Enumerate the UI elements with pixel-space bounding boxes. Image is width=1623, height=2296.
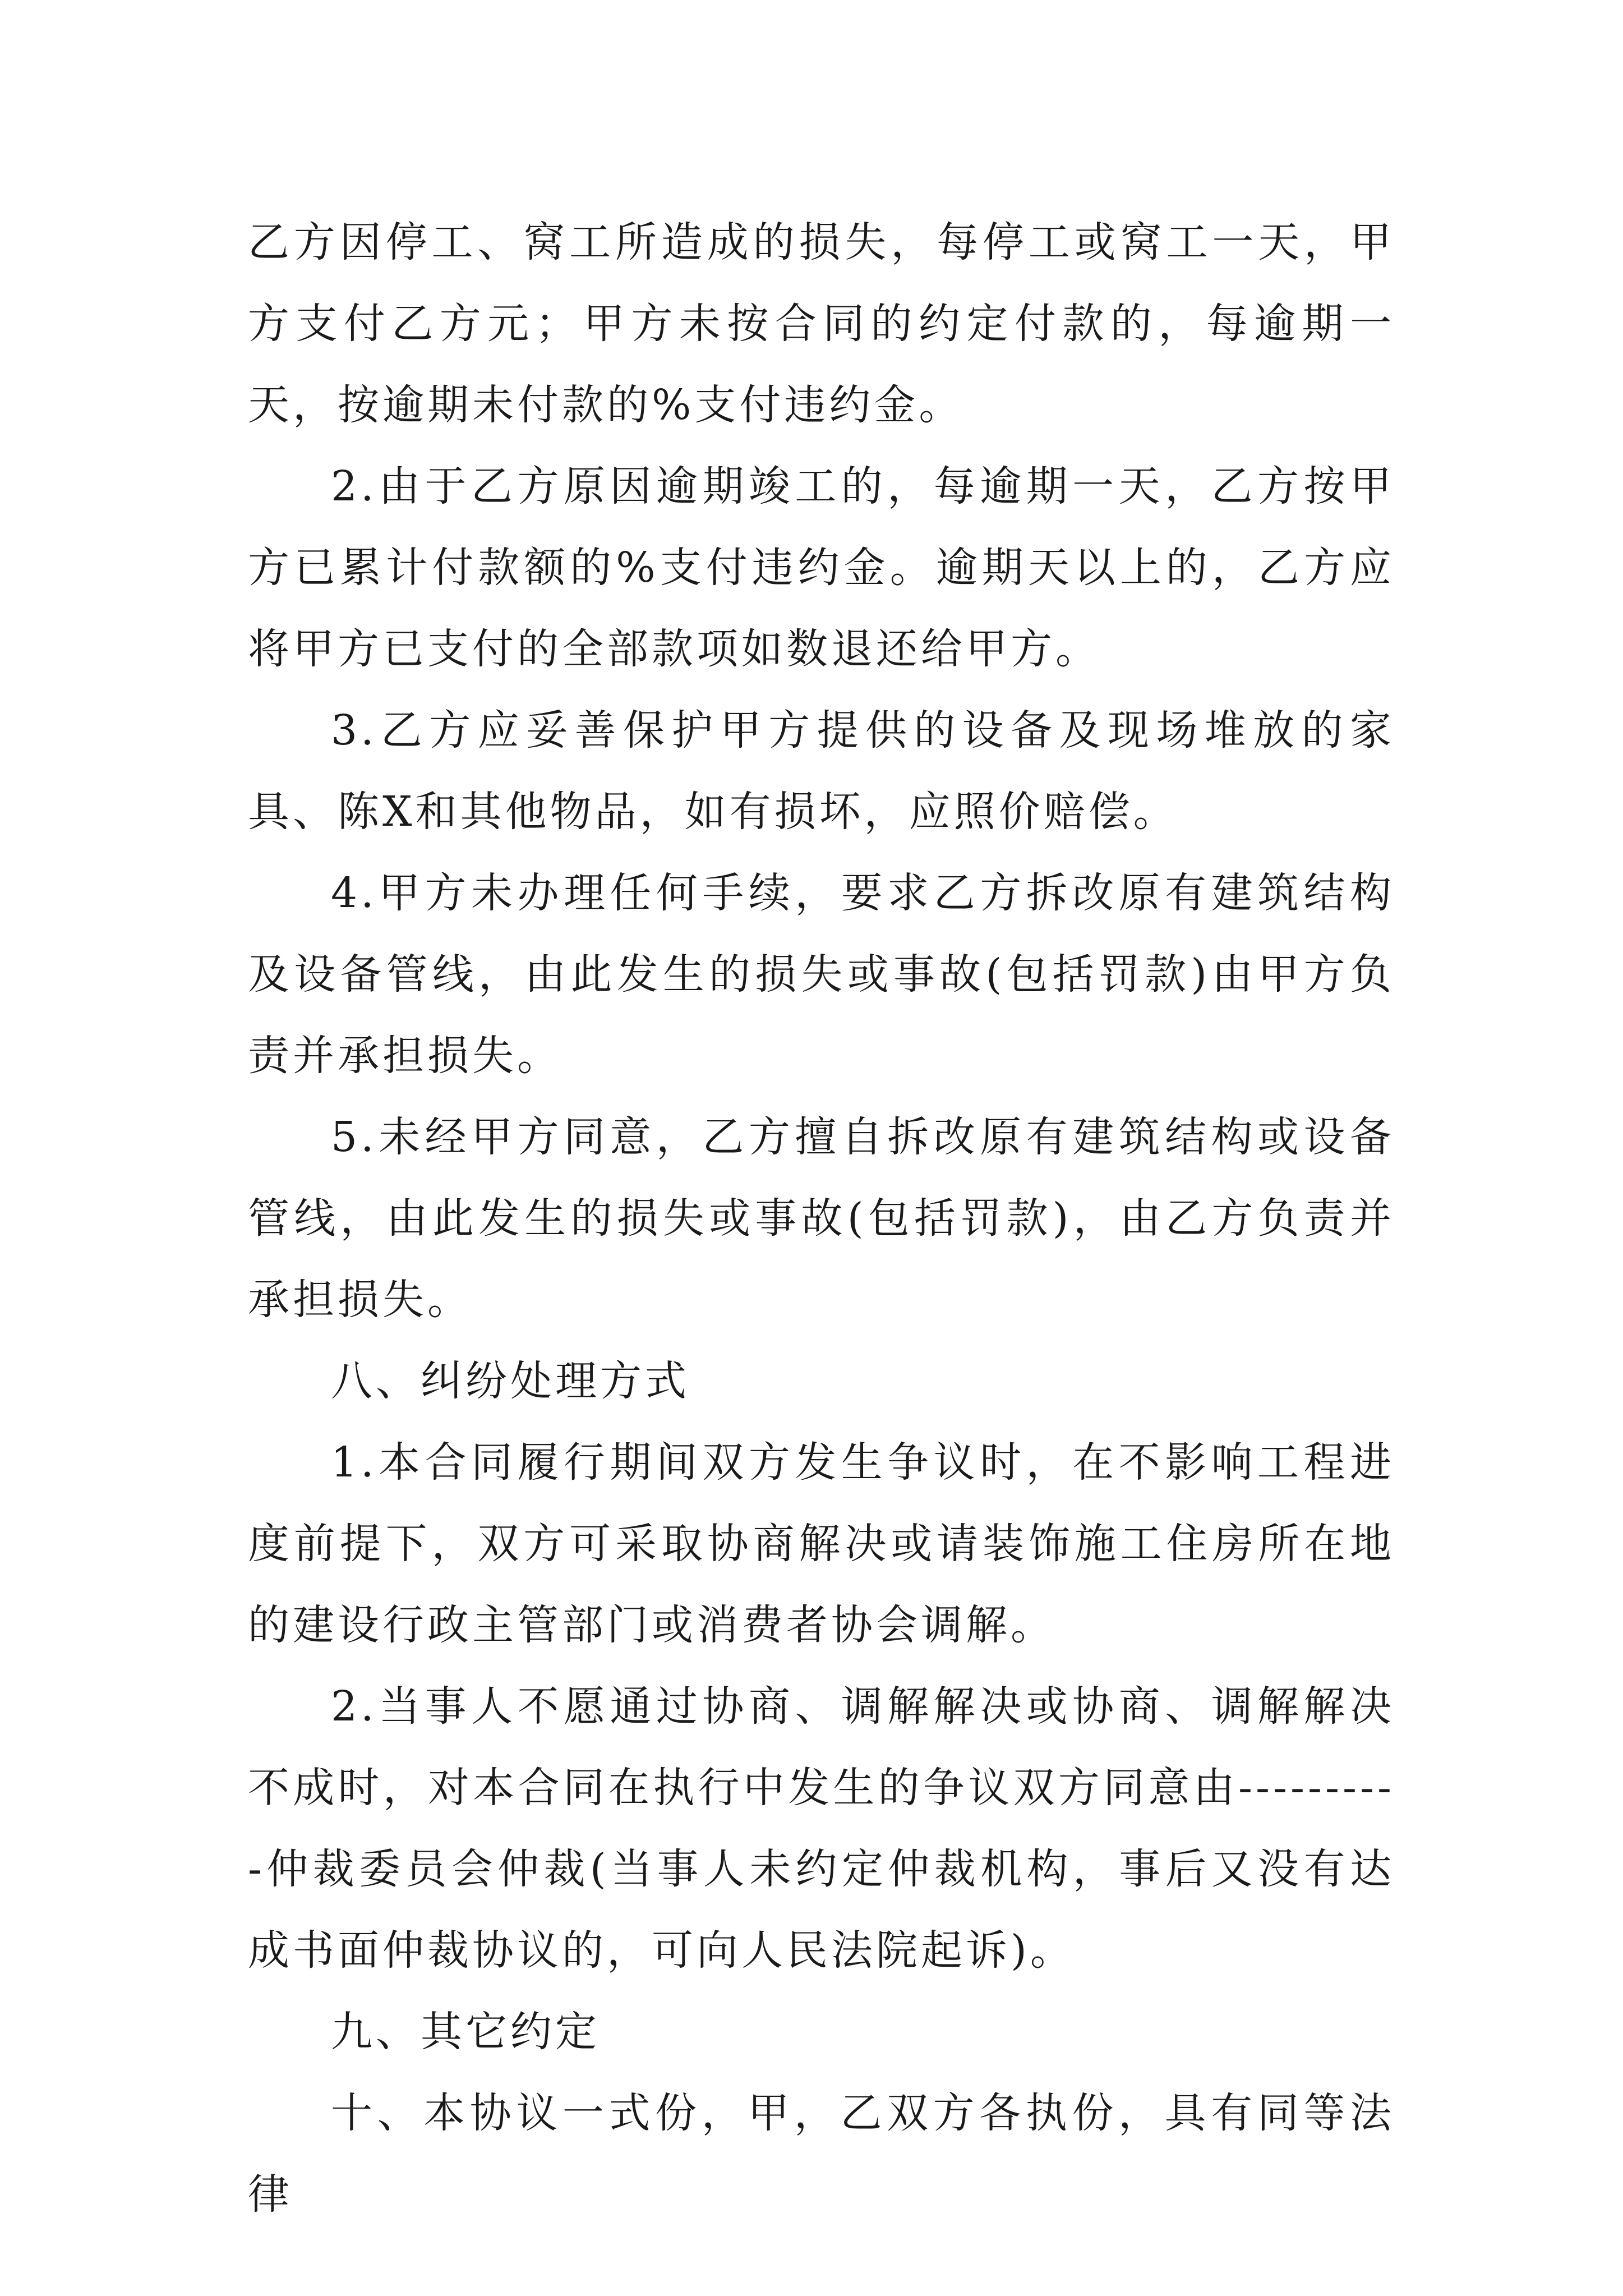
section-heading-other-agreements: 九、其它约定 (331, 2008, 600, 2056)
paragraph-dispute-clause-1: 1.本合同履行期间双方发生争议时，在不影响工程进度前提下，双方可采取协商解决或请装饰施工住房所在地的建设行政主管部门或消费者协会调解。 (248, 1438, 1395, 1649)
paragraph-clause-2-late-completion: 2.由于乙方原因逾期竣工的，每逾期一天，乙方按甲方已累计付款额的%支付违约金。逾期天以上的，乙方应将甲方已支付的全部款项如数退还给甲方。 (248, 462, 1395, 673)
section-heading-copies: 十、本协议一式份，甲，乙双方各执份，具有同等法律 (248, 2089, 1395, 2219)
paragraph-liability-compensation: 乙方因停工、窝工所造成的损失，每停工或窝工一天，甲方支付乙方元；甲方未按合同的约定付款的，每逾期一天，按逾期未付款的%支付违约金。 (248, 218, 1395, 429)
document-body (248, 202, 1395, 2235)
paragraph-clause-5-party-b-alterations: 5.未经甲方同意，乙方擅自拆改原有建筑结构或设备管线，由此发生的损失或事故(包括罚款)，由乙方负责并承担损失。 (248, 1113, 1395, 1324)
section-heading-dispute-resolution: 八、纠纷处理方式 (331, 1357, 690, 1405)
paragraph-clause-3-property-protection: 3.乙方应妥善保护甲方提供的设备及现场堆放的家具、陈X和其他物品，如有损坏，应照价赔偿。 (248, 706, 1395, 836)
paragraph-dispute-clause-2: 2.当事人不愿通过协商、调解解决或协商、调解解决不成时，对本合同在执行中发生的争议双方同意由----------仲裁委员会仲裁(当事人未约定仲裁机构，事后又没有达成书面仲裁协议的，可向人民法院起诉)。 (248, 1682, 1395, 1975)
paragraph-clause-4-party-a-alterations: 4.甲方未办理任何手续，要求乙方拆改原有建筑结构及设备管线，由此发生的损失或事故(包括罚款)由甲方负责并承担损失。 (248, 869, 1395, 1080)
